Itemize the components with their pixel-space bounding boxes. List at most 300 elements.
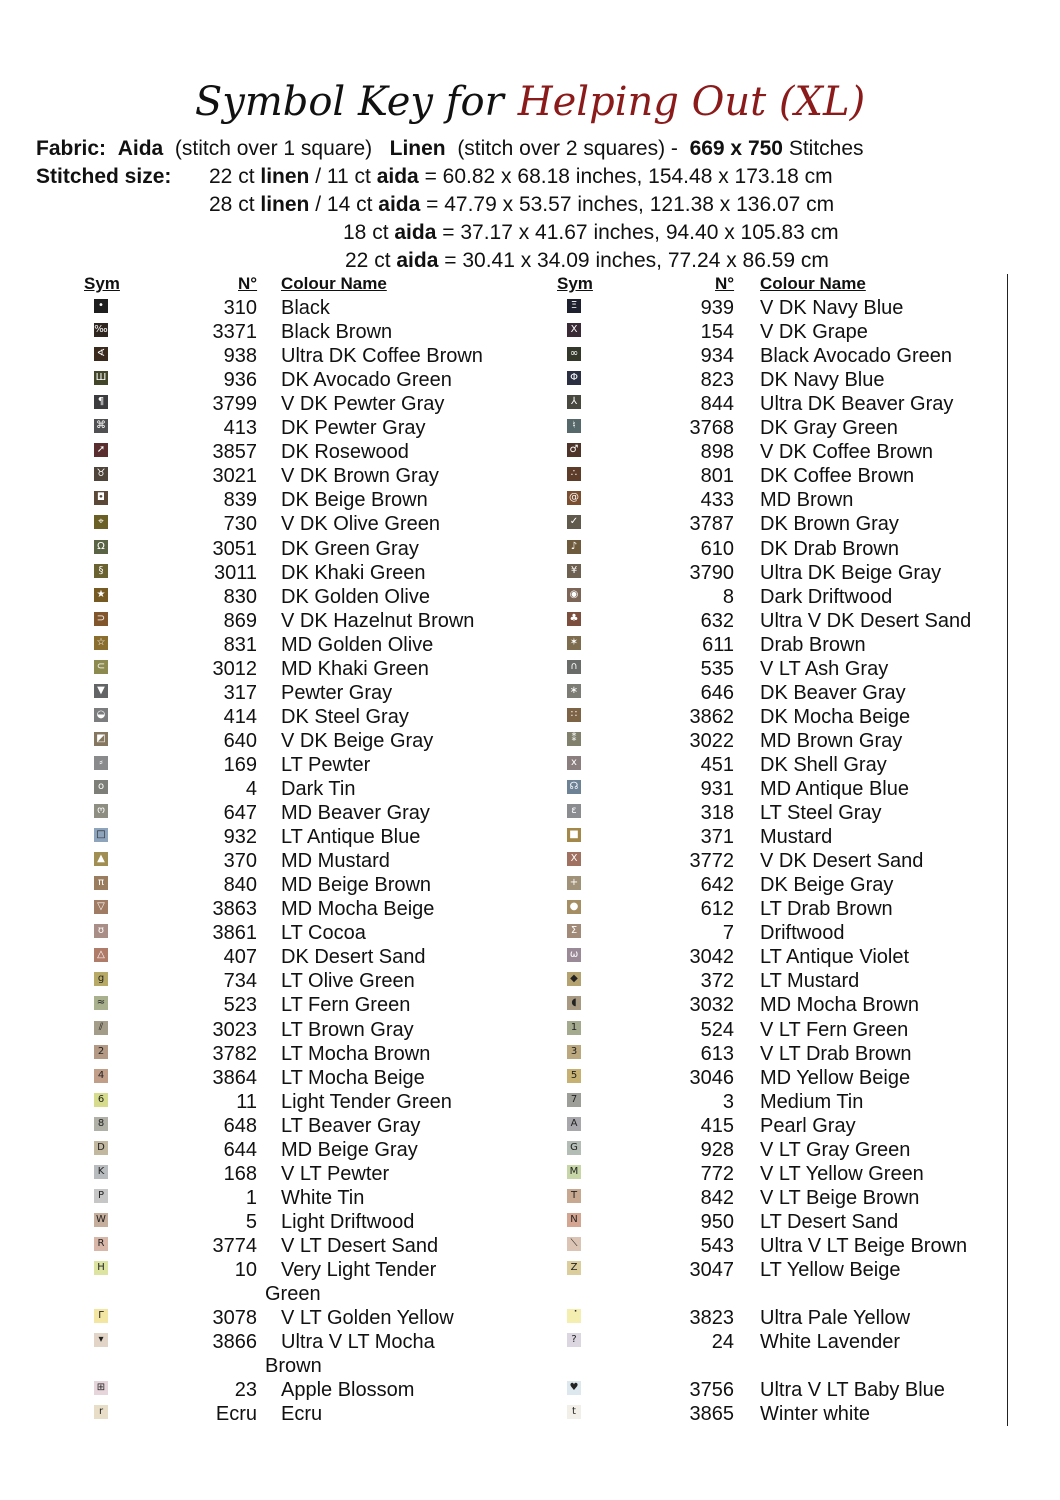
symbol-swatch: ✓ xyxy=(567,515,581,529)
colour-name: V DK Grape xyxy=(760,321,868,344)
colour-name: Ultra DK Coffee Brown xyxy=(281,345,483,368)
colour-name-wrap: Green xyxy=(265,1283,321,1306)
floss-number: 3864 xyxy=(212,1066,257,1089)
key-row-right xyxy=(0,873,1060,897)
colour-name: Ultra DK Beige Gray xyxy=(760,561,942,584)
symbol-swatch: W xyxy=(94,1213,108,1227)
colour-name: Mustard xyxy=(760,826,833,849)
floss-number: 928 xyxy=(700,1138,734,1161)
key-row-right xyxy=(0,753,1060,777)
symbol-swatch: H xyxy=(94,1261,108,1275)
symbol-swatch: △ xyxy=(94,948,108,962)
floss-number: 7 xyxy=(722,922,734,945)
symbol-swatch: ✶ xyxy=(567,636,581,650)
colour-name: V LT Beige Brown xyxy=(760,1186,920,1209)
colour-name: Ultra V LT Beige Brown xyxy=(760,1234,968,1257)
colour-name: V LT Fern Green xyxy=(760,1018,909,1041)
symbol-swatch: 1 xyxy=(567,1021,581,1035)
stitched-size-line xyxy=(345,247,829,275)
key-row-right xyxy=(0,1018,1060,1042)
key-row-right xyxy=(0,1090,1060,1114)
symbol-swatch: ⸗ xyxy=(94,756,108,770)
key-row-right xyxy=(0,705,1060,729)
colour-name: DK Beaver Gray xyxy=(760,681,906,704)
symbol-swatch: ◘ xyxy=(94,491,108,505)
floss-number: 801 xyxy=(700,465,734,488)
floss-number: 3051 xyxy=(212,537,257,560)
symbol-swatch: 5 xyxy=(567,1069,581,1083)
colour-name: LT Mocha Brown xyxy=(281,1042,431,1065)
colour-name: V DK Olive Green xyxy=(281,513,440,536)
size-count: 22 ct xyxy=(345,249,397,272)
floss-number: 317 xyxy=(223,681,257,704)
colour-name: V LT Drab Brown xyxy=(760,1042,912,1065)
floss-number: 647 xyxy=(223,802,257,825)
symbol-swatch: ■ xyxy=(567,828,581,842)
symbol-swatch: Φ xyxy=(567,371,581,385)
symbol-swatch: ◩ xyxy=(94,732,108,746)
colour-name: DK Green Gray xyxy=(281,537,419,560)
colour-name: Ultra V DK Desert Sand xyxy=(760,609,972,632)
floss-number: 3768 xyxy=(689,417,734,440)
symbol-swatch: ∷ xyxy=(567,708,581,722)
size-fabric-aida: aida xyxy=(396,249,439,272)
colour-name: White Lavender xyxy=(760,1331,901,1354)
colour-name: Ultra V LT Mocha xyxy=(281,1331,435,1354)
symbol-swatch: M xyxy=(567,1165,581,1179)
symbol-swatch: ʊ xyxy=(94,924,108,938)
colour-name: LT Antique Violet xyxy=(760,946,910,969)
floss-number: 612 xyxy=(700,898,734,921)
colour-name: V LT Yellow Green xyxy=(760,1162,924,1185)
floss-number: 938 xyxy=(223,345,257,368)
size-fabric-aida: aida xyxy=(378,193,421,216)
colour-name: LT Drab Brown xyxy=(760,898,893,921)
colour-name: DK Khaki Green xyxy=(281,561,426,584)
key-row-right xyxy=(0,320,1060,344)
size-dimensions: = 47.79 x 53.57 inches, 121.38 x 136.07 cm xyxy=(420,193,835,216)
size-separator: / 14 ct xyxy=(309,193,379,216)
symbol-swatch: o xyxy=(94,780,108,794)
symbol-swatch: ◒ xyxy=(94,708,108,722)
floss-number: 414 xyxy=(223,705,257,728)
key-row-right xyxy=(0,1258,1060,1282)
key-row-right xyxy=(0,993,1060,1017)
floss-number: 168 xyxy=(223,1162,257,1185)
symbol-swatch: ¥ xyxy=(567,564,581,578)
symbol-swatch: Z xyxy=(567,1261,581,1275)
colour-name: DK Navy Blue xyxy=(760,369,885,392)
floss-number: Ecru xyxy=(215,1403,257,1426)
symbol-swatch: T xyxy=(567,1189,581,1203)
symbol-swatch: ★ xyxy=(94,588,108,602)
size-dimensions: = 60.82 x 68.18 inches, 154.48 x 173.18 cm xyxy=(418,165,833,188)
size-fabric-aida: aida xyxy=(376,165,419,188)
colour-name: LT Cocoa xyxy=(281,922,366,945)
floss-number: 310 xyxy=(223,297,257,319)
floss-number: 648 xyxy=(223,1114,257,1137)
colour-name: V DK Brown Gray xyxy=(281,465,439,488)
key-row-right xyxy=(0,368,1060,392)
stitched-size-line xyxy=(343,219,839,247)
colour-name: V LT Desert Sand xyxy=(281,1234,439,1257)
colour-name: DK Drab Brown xyxy=(760,537,899,560)
colour-name: Black Avocado Green xyxy=(760,345,952,368)
colour-name: MD Beige Gray xyxy=(281,1138,418,1161)
key-row-right xyxy=(0,729,1060,753)
colour-name: Ultra Pale Yellow xyxy=(760,1307,911,1330)
colour-name: MD Antique Blue xyxy=(760,778,909,800)
floss-number: 10 xyxy=(234,1259,257,1281)
key-row-right xyxy=(0,585,1060,609)
symbol-swatch: ● xyxy=(567,900,581,914)
symbol-swatch: ⌖ xyxy=(94,515,108,529)
floss-number: 934 xyxy=(700,345,734,368)
header-name-right: Colour Name xyxy=(760,274,866,293)
colour-name: MD Golden Olive xyxy=(281,633,434,656)
size-dimensions: = 37.17 x 41.67 inches, 94.40 x 105.83 cm xyxy=(436,221,839,244)
floss-number: 3774 xyxy=(212,1234,257,1257)
symbol-swatch: ⊞ xyxy=(94,1381,108,1395)
floss-number: 640 xyxy=(223,729,257,752)
symbol-swatch: ⁑ xyxy=(567,732,581,746)
colour-name: Light Tender Green xyxy=(281,1090,452,1113)
symbol-swatch: Σ xyxy=(567,924,581,938)
colour-name: V LT Gray Green xyxy=(760,1138,911,1161)
colour-name: LT Mocha Beige xyxy=(281,1066,425,1089)
colour-name-wrap: Brown xyxy=(265,1355,322,1378)
page-title xyxy=(0,72,1060,132)
symbol-swatch: ∞ xyxy=(567,347,581,361)
symbol-swatch: ო xyxy=(94,804,108,818)
colour-name: MD Yellow Beige xyxy=(760,1066,911,1089)
colour-name: DK Beige Gray xyxy=(760,874,894,897)
floss-number: 433 xyxy=(700,489,734,512)
floss-number: 840 xyxy=(223,874,257,897)
floss-number: 318 xyxy=(700,802,734,825)
size-dimensions: = 30.41 x 34.09 inches, 77.24 x 86.59 cm xyxy=(438,249,829,272)
colour-name: V DK Desert Sand xyxy=(760,850,924,873)
symbol-swatch: ∩ xyxy=(567,660,581,674)
floss-number: 169 xyxy=(223,753,257,776)
symbol-swatch: R xyxy=(94,1237,108,1251)
key-row-right xyxy=(0,392,1060,416)
floss-number: 5 xyxy=(245,1210,257,1233)
key-row-right xyxy=(0,1210,1060,1234)
colour-name: V DK Beige Gray xyxy=(281,729,434,752)
floss-number: 3782 xyxy=(212,1042,257,1065)
symbol-swatch: Ш xyxy=(95,372,107,384)
stitched-size-label-text: Stitched size: xyxy=(36,165,172,188)
floss-number: 4 xyxy=(245,778,257,800)
symbol-swatch: Ω xyxy=(94,540,108,554)
colour-name: Winter white xyxy=(760,1403,871,1426)
colour-name: Black Brown xyxy=(281,321,393,344)
floss-number: 3 xyxy=(722,1090,734,1113)
key-row-right xyxy=(0,1114,1060,1138)
floss-number: 8 xyxy=(722,585,734,608)
key-row-right xyxy=(0,921,1060,945)
fabric-aida-note: (stitch over 1 square) xyxy=(174,137,373,160)
floss-number: 632 xyxy=(700,609,734,632)
colour-name: White Tin xyxy=(281,1186,365,1209)
floss-number: 3799 xyxy=(212,393,257,416)
symbol-swatch: ♣ xyxy=(567,612,581,626)
size-separator: / 11 ct xyxy=(309,165,377,188)
colour-name: Ultra V LT Baby Blue xyxy=(760,1379,945,1402)
symbol-swatch: A xyxy=(567,1117,581,1131)
floss-number: 3857 xyxy=(212,441,257,464)
floss-number: 3863 xyxy=(212,898,257,921)
floss-number: 3011 xyxy=(213,561,257,584)
floss-number: 3012 xyxy=(212,657,257,680)
symbol-swatch: ➚ xyxy=(94,443,108,457)
header-sym-left: Sym xyxy=(84,274,120,293)
symbol-swatch: K xyxy=(94,1165,108,1179)
floss-number: 611 xyxy=(702,633,734,656)
colour-name: Ecru xyxy=(281,1403,323,1426)
colour-name: DK Rosewood xyxy=(281,441,409,464)
floss-number: 842 xyxy=(700,1186,734,1209)
floss-number: 3862 xyxy=(689,705,734,728)
symbol-swatch: ♮ xyxy=(567,419,581,433)
colour-name: LT Pewter xyxy=(281,753,371,776)
floss-number: 371 xyxy=(700,826,734,849)
floss-number: 730 xyxy=(223,513,257,536)
colour-name: V DK Coffee Brown xyxy=(760,441,934,464)
symbol-swatch: P xyxy=(94,1189,108,1203)
symbol-swatch: ⊂ xyxy=(94,660,108,674)
stitched-size-label xyxy=(36,163,171,191)
title-pattern-name: Helping Out (XL) xyxy=(517,79,866,125)
key-row-right xyxy=(0,1306,1060,1330)
key-row-right xyxy=(0,1042,1060,1066)
colour-name: DK Shell Gray xyxy=(760,753,887,776)
colour-name: V LT Golden Yellow xyxy=(281,1307,454,1330)
key-row-right xyxy=(0,969,1060,993)
colour-name: LT Steel Gray xyxy=(760,802,882,825)
key-row-right xyxy=(0,296,1060,320)
size-count: 28 ct xyxy=(209,193,261,216)
floss-number: 839 xyxy=(223,489,257,512)
colour-name: DK Avocado Green xyxy=(281,369,452,392)
floss-number: 524 xyxy=(700,1018,734,1041)
colour-name: MD Beaver Gray xyxy=(281,802,430,825)
floss-number: 3371 xyxy=(212,321,257,344)
key-row-right xyxy=(0,849,1060,873)
floss-number: 3021 xyxy=(212,465,257,488)
fabric-label: Fabric: xyxy=(36,137,107,160)
colour-name: MD Brown xyxy=(760,489,854,512)
symbol-swatch: ☆ xyxy=(94,636,108,650)
symbol-swatch: □ xyxy=(94,828,108,842)
floss-number: 823 xyxy=(700,369,734,392)
symbol-swatch: N xyxy=(567,1213,581,1227)
symbol-swatch: ω xyxy=(567,948,581,962)
floss-number: 644 xyxy=(223,1138,257,1161)
symbol-swatch: ▲ xyxy=(94,852,108,866)
floss-number: 370 xyxy=(223,850,257,873)
key-row-right xyxy=(0,537,1060,561)
colour-name: MD Mocha Beige xyxy=(281,898,435,921)
symbol-swatch: ⅄ xyxy=(567,395,581,409)
symbol-swatch: ≈ xyxy=(94,996,108,1010)
floss-number: 646 xyxy=(700,681,734,704)
key-row-right xyxy=(0,1330,1060,1354)
floss-number: 869 xyxy=(223,609,257,632)
colour-name: LT Yellow Beige xyxy=(760,1259,901,1281)
symbol-swatch: ♥ xyxy=(567,1381,581,1395)
key-row-right xyxy=(0,1378,1060,1402)
colour-name: V LT Pewter xyxy=(281,1162,390,1185)
floss-number: 407 xyxy=(223,946,257,969)
colour-name: LT Beaver Gray xyxy=(281,1114,421,1137)
key-row-right xyxy=(0,825,1060,849)
symbol-swatch: 6 xyxy=(94,1093,108,1107)
symbol-swatch: ⫽ xyxy=(94,1021,108,1035)
symbol-swatch: ♉ xyxy=(94,467,108,481)
colour-name: Drab Brown xyxy=(760,633,866,656)
colour-name: V DK Pewter Gray xyxy=(281,393,445,416)
symbol-swatch: ◉ xyxy=(567,588,581,602)
symbol-swatch: Ξ xyxy=(567,299,581,313)
floss-number: 613 xyxy=(700,1042,734,1065)
key-row-right xyxy=(0,1138,1060,1162)
symbol-swatch: D xyxy=(94,1141,108,1155)
symbol-swatch: § xyxy=(94,564,108,578)
colour-name: LT Desert Sand xyxy=(760,1210,899,1233)
right-border-line xyxy=(1007,274,1008,1426)
colour-name: DK Brown Gray xyxy=(760,513,899,536)
key-row-right xyxy=(0,416,1060,440)
colour-name: MD Mustard xyxy=(281,850,390,873)
symbol-swatch: • xyxy=(94,299,108,313)
symbol-swatch: 2 xyxy=(94,1045,108,1059)
colour-name: Dark Driftwood xyxy=(760,585,893,608)
floss-number: 415 xyxy=(700,1114,734,1137)
key-row-right xyxy=(0,344,1060,368)
floss-number: 772 xyxy=(700,1162,734,1185)
floss-number: 24 xyxy=(711,1331,734,1354)
symbol-swatch: @ xyxy=(569,492,579,504)
floss-number: 3022 xyxy=(689,729,734,752)
symbol-swatch: ☊ xyxy=(567,780,581,794)
symbol-swatch: ∴ xyxy=(567,467,581,481)
colour-name: Pewter Gray xyxy=(281,681,393,704)
symbol-swatch: 4 xyxy=(94,1069,108,1083)
symbol-swatch: ? xyxy=(567,1333,581,1347)
floss-number: 830 xyxy=(223,585,257,608)
fabric-linen: Linen xyxy=(389,137,446,160)
header-sym-right: Sym xyxy=(557,274,593,293)
colour-name: Driftwood xyxy=(760,922,845,945)
symbol-swatch: ◖ xyxy=(567,996,581,1010)
colour-name: Medium Tin xyxy=(760,1090,864,1113)
symbol-swatch: + xyxy=(567,876,581,890)
symbol-swatch: ‰ xyxy=(94,324,108,336)
stitches-label: Stitches xyxy=(788,137,864,160)
floss-number: 932 xyxy=(223,826,257,849)
symbol-swatch: 3 xyxy=(567,1045,581,1059)
fabric-aida: Aida xyxy=(117,137,164,160)
floss-number: 936 xyxy=(223,369,257,392)
colour-name: DK Desert Sand xyxy=(281,946,426,969)
floss-number: 535 xyxy=(700,657,734,680)
floss-number: 844 xyxy=(700,393,734,416)
floss-number: 3823 xyxy=(689,1307,734,1330)
colour-name: LT Brown Gray xyxy=(281,1018,414,1041)
colour-name: MD Mocha Brown xyxy=(760,994,919,1017)
symbol-swatch: ¶ xyxy=(94,395,108,409)
symbol-swatch: ∢ xyxy=(94,347,108,361)
stitch-count: 669 x 750 xyxy=(689,137,783,160)
floss-number: 372 xyxy=(700,970,734,993)
title-prefix: Symbol Key for xyxy=(194,79,504,125)
floss-number: 3023 xyxy=(212,1018,257,1041)
colour-name: MD Brown Gray xyxy=(760,729,903,752)
colour-name: DK Golden Olive xyxy=(281,585,430,608)
symbol-swatch: ∗ xyxy=(567,684,581,698)
symbol-swatch: X xyxy=(567,323,581,337)
floss-number: 3790 xyxy=(689,561,734,584)
size-count: 22 ct xyxy=(209,165,261,188)
key-row-right xyxy=(0,657,1060,681)
floss-number: 831 xyxy=(223,633,257,656)
colour-name: DK Mocha Beige xyxy=(760,705,911,728)
symbol-swatch: ♂ xyxy=(567,443,581,457)
key-row-right xyxy=(0,1186,1060,1210)
colour-name: DK Steel Gray xyxy=(281,705,409,728)
colour-name: MD Khaki Green xyxy=(281,657,429,680)
floss-number: 3772 xyxy=(689,850,734,873)
floss-number: 543 xyxy=(700,1234,734,1257)
floss-number: 3032 xyxy=(689,994,734,1017)
floss-number: 3042 xyxy=(689,946,734,969)
symbol-swatch: ⟍ xyxy=(567,1237,581,1251)
floss-number: 154 xyxy=(700,321,734,344)
floss-number: 3865 xyxy=(689,1403,734,1426)
key-row-right xyxy=(0,488,1060,512)
colour-name: V DK Navy Blue xyxy=(760,297,904,319)
colour-name: Very Light Tender xyxy=(281,1259,437,1281)
symbol-swatch: r xyxy=(94,1405,108,1419)
colour-name: DK Pewter Gray xyxy=(281,417,426,440)
key-row-right xyxy=(0,801,1060,825)
floss-number: 3866 xyxy=(212,1331,257,1354)
colour-name: Pearl Gray xyxy=(760,1114,856,1137)
symbol-swatch: 7 xyxy=(567,1093,581,1107)
colour-name: DK Gray Green xyxy=(760,417,898,440)
symbol-swatch: ⊃ xyxy=(94,612,108,626)
floss-number: 3047 xyxy=(689,1259,734,1281)
key-row-right xyxy=(0,681,1060,705)
key-row-right xyxy=(0,945,1060,969)
floss-number: 610 xyxy=(700,537,734,560)
key-row-right xyxy=(0,1402,1060,1426)
key-row-right xyxy=(0,512,1060,536)
symbol-swatch: ⠈ xyxy=(567,1309,581,1323)
symbol-swatch: t xyxy=(567,1405,581,1419)
colour-name: Light Driftwood xyxy=(281,1210,415,1233)
colour-name: Apple Blossom xyxy=(281,1379,415,1402)
key-row-right xyxy=(0,440,1060,464)
floss-number: 939 xyxy=(700,297,734,319)
key-row-right xyxy=(0,1234,1060,1258)
key-row-right xyxy=(0,1066,1060,1090)
key-row-right xyxy=(0,561,1060,585)
floss-number: 3046 xyxy=(689,1066,734,1089)
symbol-swatch: ⌘ xyxy=(96,420,106,432)
